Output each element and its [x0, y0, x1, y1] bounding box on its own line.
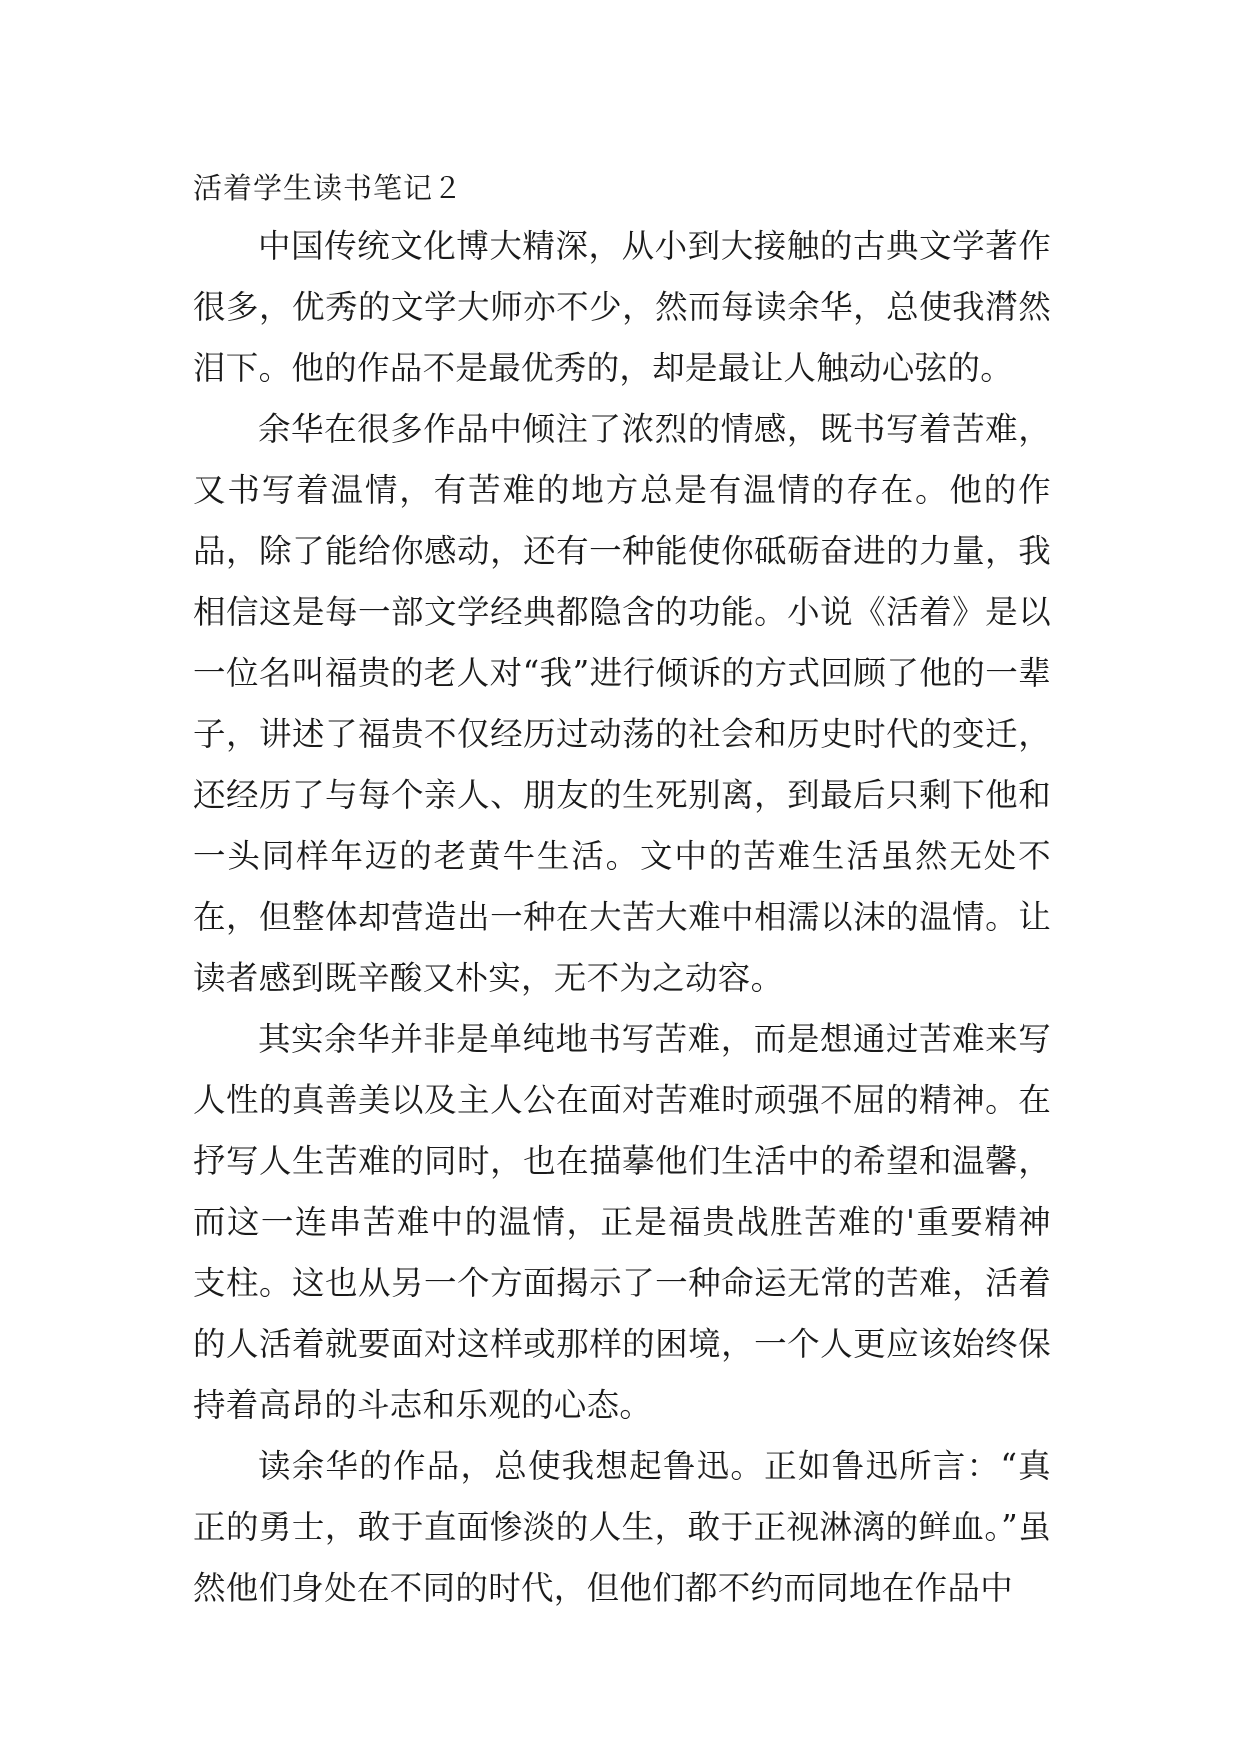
document-body — [193, 160, 1051, 1619]
paragraph: 余华在很多作品中倾注了浓烈的情感，既书写着苦难，又书写着温情，有苦难的地方总是有温情的存在。他的作品，除了能给你感动，还有一种能使你砥砺奋进的力量，我相信这是每一部文学经典都隐含的功能。小说《活着》是以一位名叫福贵的老人对“我”进行倾诉的方式回顾了他的一辈子，讲述了福贵不仅经历过动荡的社会和历史时代的变迁，还经历了与每个亲人、朋友的生死别离，到最后只剩下他和一头同样年迈的老黄牛生活。文中的苦难生活虽然无处不在，但整体却营造出一种在大苦大难中相濡以沫的温情。让读者感到既辛酸又朴实，无不为之动容。 — [193, 410, 1051, 997]
paragraph: 读余华的作品，总使我想起鲁迅。正如鲁迅所言：“真正的勇士，敢于直面惨淡的人生，敢于正视淋漓的鲜血。”虽然他们身处在不同的时代，但他们都不约而同地在作品中 — [193, 1447, 1051, 1607]
document-title: 活着学生读书笔记２ — [193, 171, 464, 205]
paragraph: 中国传统文化博大精深，从小到大接触的古典文学著作很多，优秀的文学大师亦不少，然而每读余华，总使我潸然泪下。他的作品不是最优秀的，却是最让人触动心弦的。 — [193, 227, 1051, 387]
paragraph: 其实余华并非是单纯地书写苦难，而是想通过苦难来写人性的真善美以及主人公在面对苦难时顽强不屈的精神。在抒写人生苦难的同时，也在描摹他们生活中的希望和温馨，而这一连串苦难中的温情，正是福贵战胜苦难的'重要精神支柱。这也从另一个方面揭示了一种命运无常的苦难，活着的人活着就要面对这样或那样的困境，一个人更应该始终保持着高昂的斗志和乐观的心态。 — [193, 1020, 1051, 1424]
